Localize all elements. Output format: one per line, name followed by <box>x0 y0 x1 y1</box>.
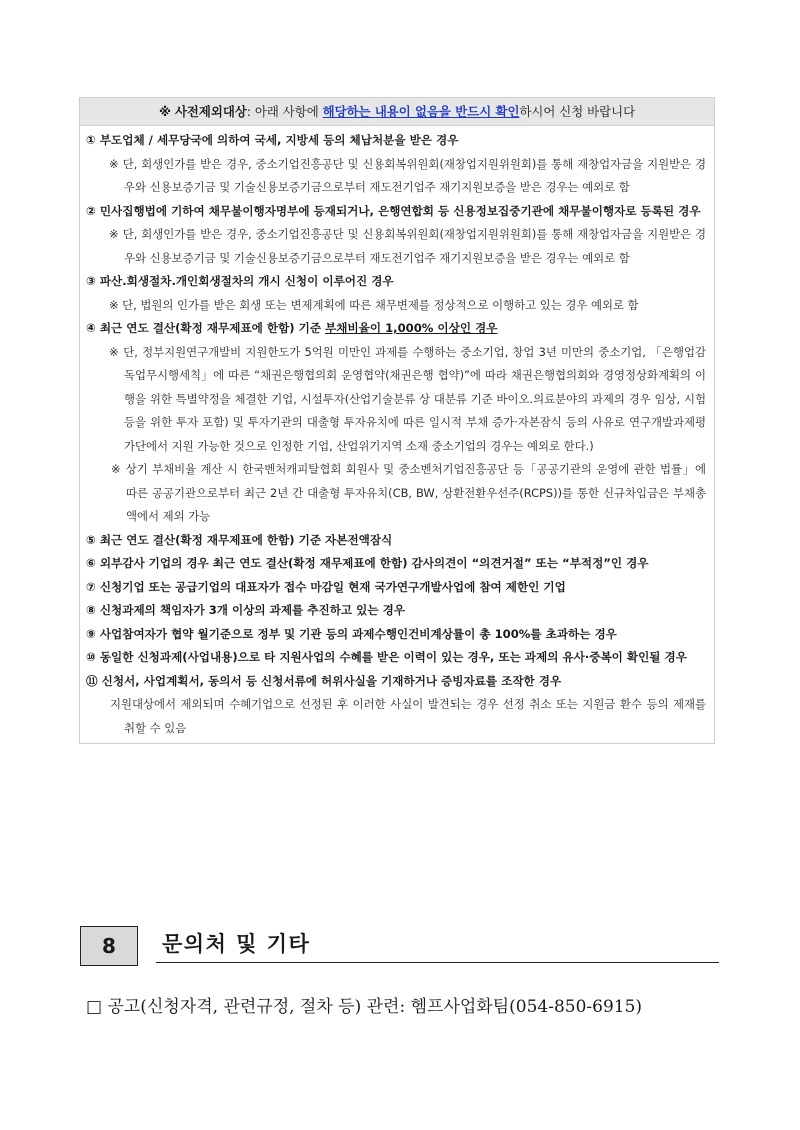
exclusion-header-label: 사전제외대상 <box>174 104 247 119</box>
exclusion-item-9: ⑨ 사업참여자가 협약 월기준으로 정부 및 기관 등의 과제수행인건비계상률이 총 100%를 초과하는 경우 <box>86 626 617 641</box>
exclusion-item-10: ⑩ 동일한 신청과제(사업내용)으로 타 지원사업의 수혜를 받은 이력이 있는 경우, 또는 과제의 유사·중복이 확인될 경우 <box>86 650 687 664</box>
exclusion-item-4-text: ④ 최근 연도 결산(확정 재무제표에 한함) 기준 <box>86 321 326 335</box>
section-divider <box>156 962 719 963</box>
exclusion-item-4-note-1: ※ 단, 정부지원연구개발비 지원한도가 5억원 미만인 과제를 수행하는 중소기업, 창업 3년 미만의 중소기업, 「은행업감독업무시행세칙」에 따른 “채권은행협의회 운영협약(채권은행 협약)”에 따라 채권은행협의회와 경영정상화계획의 이행을 위한 특별약정을 체결한 기업, 시설투자(산업기술분류 상 대분류 기준 바이오.의료분야의 과제의 경우 임상, 시험 등을 위한 투자 포함) 및 투자기관의 대출형 투자유치에 따른 일시적 부채 증가·자본잠식 등의 사유로 연구개발과제평가단에서 지원 가능한 것으로 인정한 기업, 산업위기지역 소재 중소기업의 경우는 예외로 한다.) <box>109 344 706 453</box>
exclusion-header <box>80 98 714 126</box>
exclusion-item-5: ⑤ 최근 연도 결산(확정 재무제표에 한함) 기준 자본전액잠식 <box>86 532 393 547</box>
exclusion-consequence: 지원대상에서 제외되며 수혜기업으로 선정된 후 이러한 사실이 발견되는 경우 선정 취소 또는 지원금 환수 등의 제재를 취할 수 있음 <box>110 697 706 735</box>
exclusion-item-8: ⑧ 신청과제의 책임자가 3개 이상의 과제를 추진하고 있는 경우 <box>86 603 405 617</box>
exclusion-item-2-note: ※ 단, 회생인가를 받은 경우, 중소기업진흥공단 및 신용회복위원회(재창업지원위원회)를 통해 재창업자금을 지원받은 경우와 신용보증기금 및 기술신용보증기금으로부터 재도전기업주 재기지원보증을 받은 경우는 예외로 함 <box>109 227 706 265</box>
exclusion-header-suffix: 하시어 신청 바랍니다 <box>519 104 636 119</box>
exclusion-item-6: ⑥ 외부감사 기업의 경우 최근 연도 결산(확정 재무제표에 한함) 감사의견이 “의견거절” 또는 “부적정”인 경우 <box>86 556 649 570</box>
exclusion-box <box>79 97 715 744</box>
exclusion-item-4-underlined: 부채비율이 1,000% 이상인 경우 <box>325 321 498 335</box>
exclusion-list <box>80 126 714 743</box>
exclusion-item-2: ② 민사집행법에 기하여 채무불이행자명부에 등재되거나, 은행연합회 등 신용정보집중기관에 채무불이행자로 등록된 경우 <box>86 203 701 218</box>
exclusion-item-3-note: ※ 단, 법원의 인가를 받은 회생 또는 변제계획에 따른 채무변제를 정상적으로 이행하고 있는 경우 예외로 함 <box>109 297 639 312</box>
exclusion-mark: ※ <box>158 104 171 119</box>
contact-line: □ 공고(신청자격, 관련규정, 절차 등) 관련: 헴프사업화팀(054-850-6915) <box>86 997 643 1017</box>
exclusion-item-7: ⑦ 신청기업 또는 공급기업의 대표자가 접수 마감일 현재 국가연구개발사업에 참여 제한인 기업 <box>86 579 566 594</box>
exclusion-item-4-note-2: ※ 상기 부채비율 계산 시 한국벤처캐피탈협회 회원사 및 중소벤처기업진흥공단 등「공공기관의 운영에 관한 법률」에 따른 공공기관으로부터 최근 2년 간 대출형 투자유치(CB, BW, 상환전환우선주(RCPS))를 통한 신규차입금은 부채총액에서 제외 가능 <box>111 462 706 523</box>
exclusion-header-mid: : 아래 사항에 <box>246 104 319 119</box>
exclusion-item-11: ⑪ 신청서, 사업계획서, 동의서 등 신청서류에 허위사실을 기재하거나 증빙자료를 조작한 경우 <box>86 673 562 688</box>
exclusion-item-3: ③ 파산.회생절차.개인회생절차의 개시 신청이 이루어진 경우 <box>86 274 394 288</box>
exclusion-item-4 <box>86 317 706 341</box>
exclusion-item-1-note: ※ 단, 회생인가를 받은 경우, 중소기업진흥공단 및 신용회복위원회(재창업지원위원회)를 통해 재창업자금을 지원받은 경우와 신용보증기금 및 기술신용보증기금으로부터 재도전기업주 재기지원보증을 받은 경우는 예외로 함 <box>109 156 706 194</box>
exclusion-item-1: ① 부도업체 / 세무당국에 의하여 국세, 지방세 등의 체납처분을 받은 경우 <box>86 133 459 147</box>
exclusion-header-highlight: 해당하는 내용이 없음을 반드시 확인 <box>322 104 520 119</box>
section-title: 문의처 및 기타 <box>162 932 311 956</box>
section-number-badge: 8 <box>80 926 138 966</box>
